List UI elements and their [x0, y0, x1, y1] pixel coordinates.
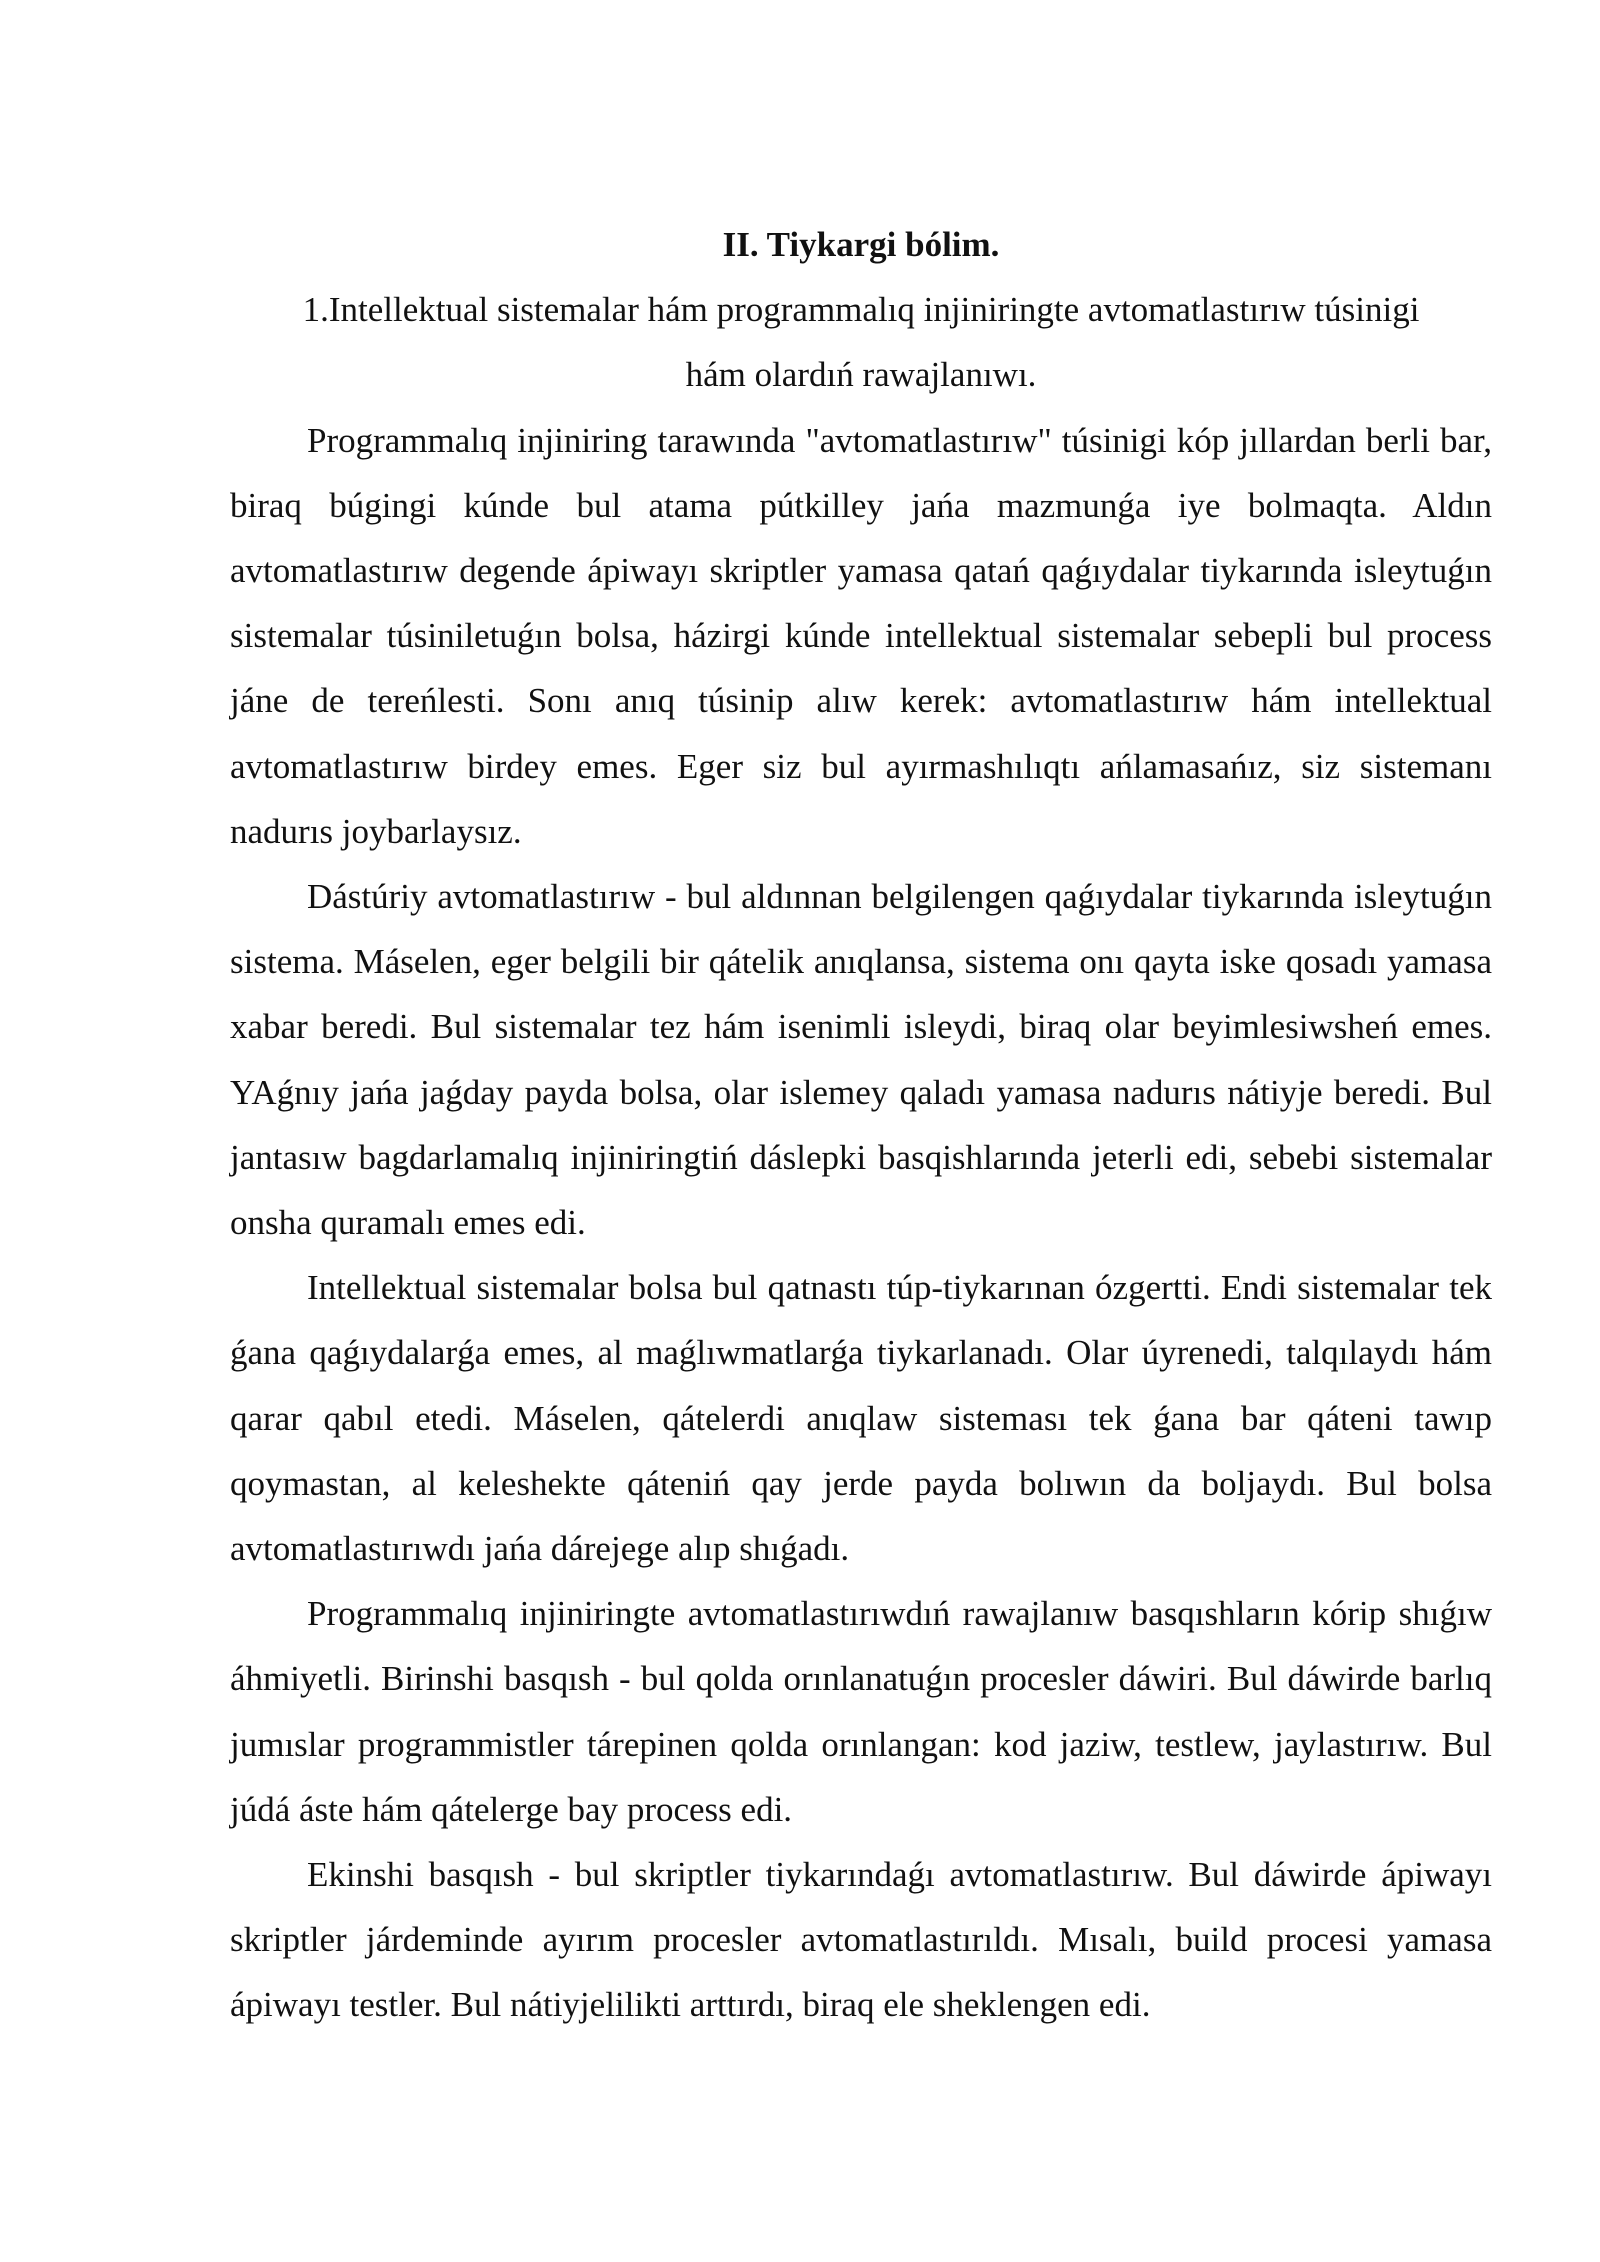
paragraph-1: Programmalıq injiniring tarawında "avtomatlastırıw" túsinigi kóp jıllardan berli bar, biraq búgingi kúnde bul atama pútkilley jańa mazmunǵa iye bolmaqta. Aldın avtomatlastırıw degende ápiwayı skriptler yamasa qatań qaǵıydalar tiykarında isleytuǵın sistemalar túsiniletuǵın bolsa, házirgi kúnde intellektual sistemalar sebepli bul process jáne de tereńlesti. Sonı anıq túsinip alıw kerek: avtomatlastırıw hám intellektual avtomatlastırıw birdey emes. Eger siz bul ayırmashılıqtı ańlamasańız, siz sistemanı nadurıs joybarlaysız.: [230, 420, 1492, 851]
paragraph-5: Ekinshi basqısh - bul skriptler tiykarındaǵı avtomatlastırıw. Bul dáwirde ápiwayı skriptler járdeminde ayırım procesler avtomatlastırıldı. Mısalı, build procesi yamasa ápiwayı testler. Bul nátiyjelilikti arttırdı, biraq ele sheklengen edi.: [230, 1855, 1492, 2025]
paragraph-2: Dástúriy avtomatlastırıw - bul aldınnan belgilengen qaǵıydalar tiykarında isleytuǵın sistema. Máselen, eger belgili bir qátelik anıqlansa, sistema onı qayta iske qosadı yamasa xabar beredi. Bul sistemalar tez hám isenimli isleydi, biraq olar beyimlesiwsheń emes. YAǵnıy jańa jaǵday payda bolsa, olar islemey qaladı yamasa nadurıs nátiyje beredi. Bul jantasıw bagdarlamalıq injiniringtiń dáslepki basqishlarında jeterli edi, sebebi sistemalar onsha quramalı emes edi.: [230, 877, 1492, 1243]
chapter-title: 1.Intellektual sistemalar hám programmalıq injiniringte avtomatlastırıw túsinigi hám olardıń rawajlanıwı.: [302, 290, 1420, 395]
document-page: [230, 212, 1492, 2038]
paragraph-3: Intellektual sistemalar bolsa bul qatnastı túp-tiykarınan ózgertti. Endi sistemalar tek ǵana qaǵıydalarǵa emes, al maǵlıwmatlarǵa tiykarlanadı. Olar úyrenedi, talqılaydı hám qarar qabıl etedi. Máselen, qátelerdi anıqlaw sisteması tek ǵana bar qáteni tawıp qoymastan, al keleshekte qáteniń qay jerde payda bolıwın da boljaydı. Bul bolsa avtomatlastırıwdı jańa dárejege alıp shıǵadı.: [230, 1268, 1492, 1569]
section-title: II. Tiykargi bólim.: [722, 225, 1000, 264]
paragraph-4: Programmalıq injiniringte avtomatlastırıwdıń rawajlanıw basqıshların kórip shıǵıw áhmiyetli. Birinshi basqısh - bul qolda orınlanatuǵın procesler dáwiri. Bul dáwirde barlıq jumıslar programmistler tárepinen qolda orınlangan: kod jaziw, testlew, jaylastırıw. Bul júdá áste hám qátelerge bay process edi.: [230, 1594, 1492, 1829]
